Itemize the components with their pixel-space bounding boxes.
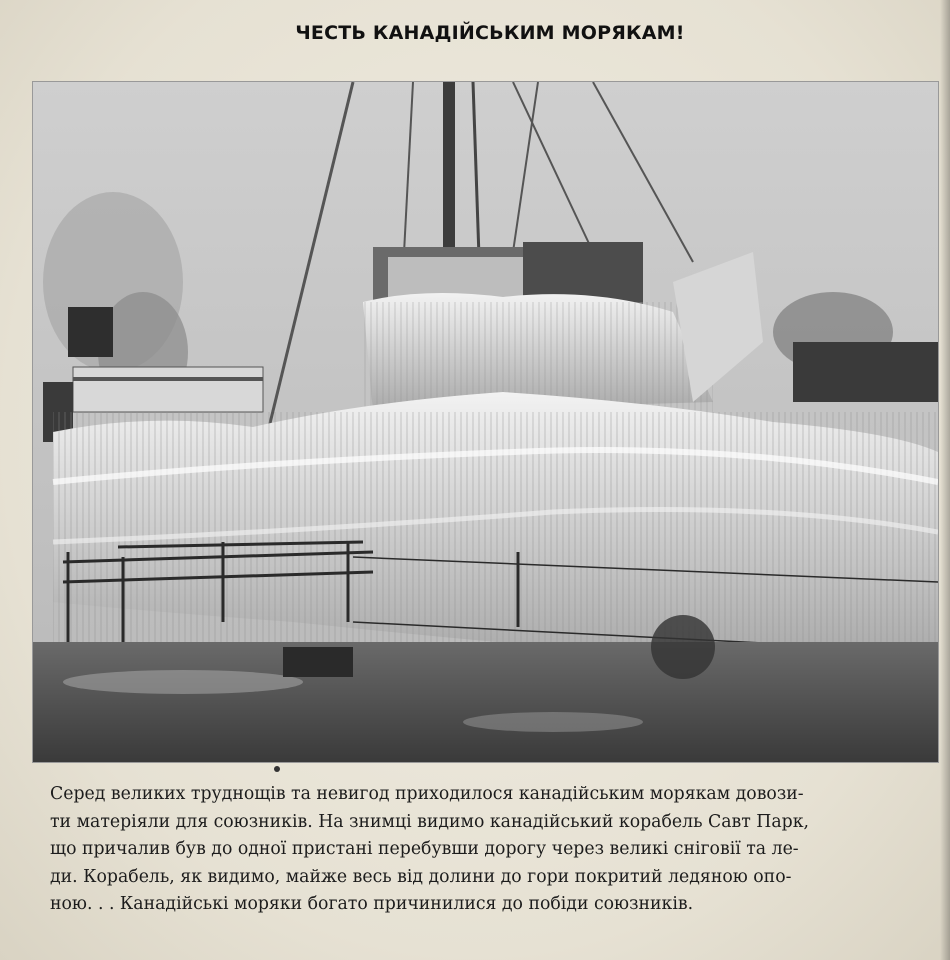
caption-line: ною. . . Канадійські моряки богато причинилися до побіди союзників. — [50, 894, 694, 914]
page-title: ЧЕСТЬ КАНАДІЙСЬКИМ МОРЯКАМ! — [295, 22, 685, 44]
ship-illustration — [33, 82, 938, 762]
caption-line: що причалив був до одної пристані перебувши дорогу через великі сніговії та ле- — [50, 839, 799, 859]
caption-line: Серед великих труднощів та невигод приходилося канадійським морякам довози- — [50, 784, 804, 804]
page-edge-shadow — [940, 0, 950, 960]
caption-line: ти матеріяли для союзників. На знимці видимо канадійський корабель Савт Парк, — [50, 811, 810, 832]
print-dot — [274, 766, 280, 772]
ship-photograph — [33, 82, 938, 762]
photo-caption — [50, 781, 950, 919]
caption-line: ди. Корабель, як видимо, майже весь від долини до гори покритий ледяною опо- — [50, 866, 792, 887]
